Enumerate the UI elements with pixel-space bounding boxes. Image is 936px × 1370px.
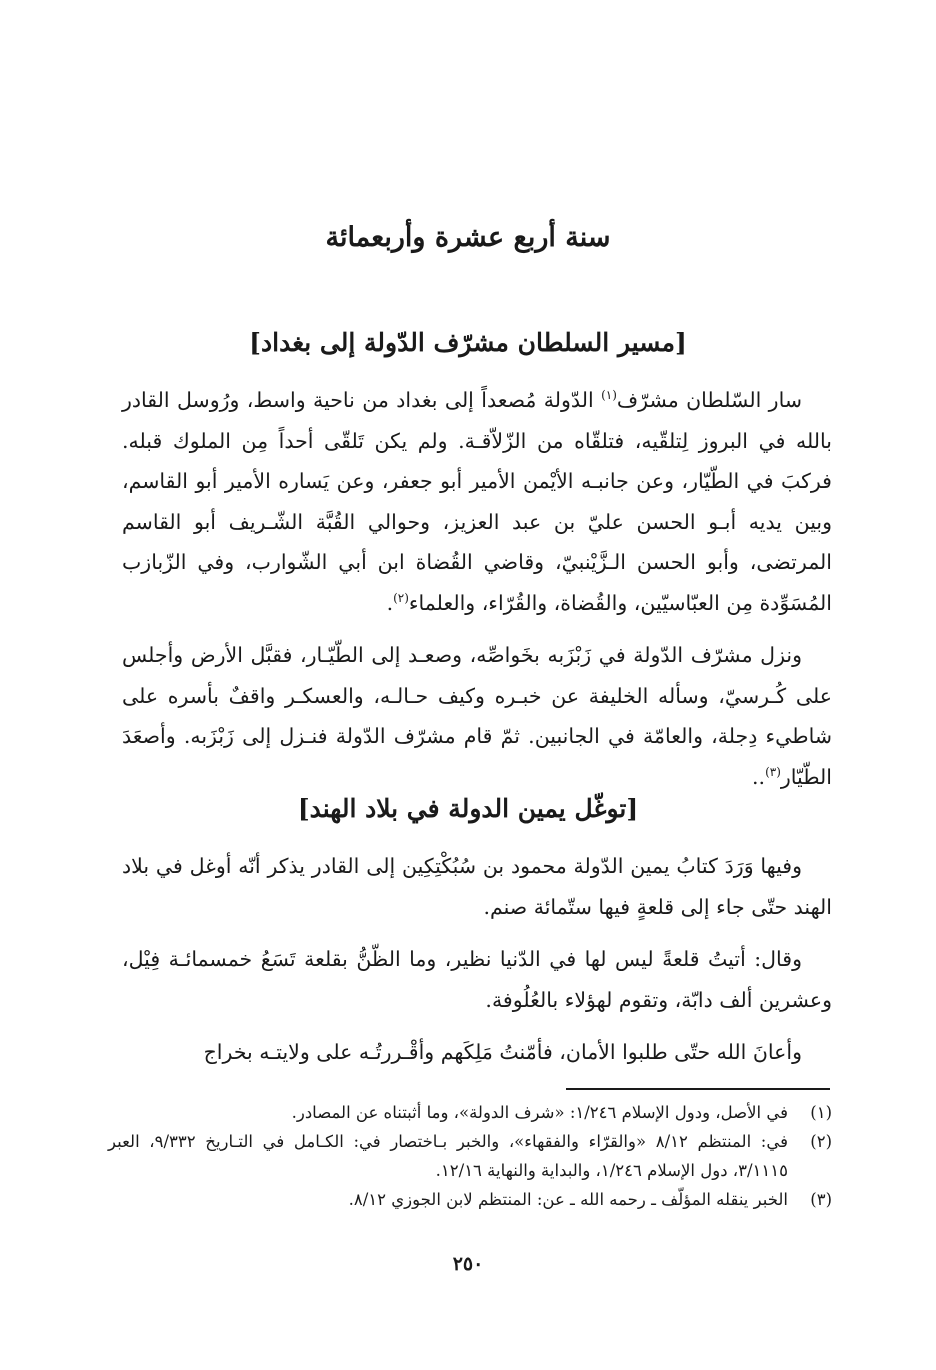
paragraph: سار السّلطان مشرّف$^{(١)}$ الدّولة مُصعداً إلى بغداد من ناحية واسط، ورُوسل القادر بالله في البروز لِتلقّيه، فتلقّاه من الزّلاّقـة. ولم يكن تَلقّى أحداً مِن الملوك قبله. فركبَ في الطّيّار، وعن جانبـه الأيْمن الأمير أبو جعفر، وعن يَساره الأمير أبو القاسم، وبين يديه أبـو الحسن عليّ بن عبد العزيز، وحوالي القُبَّة الشّـريف أبو القاسم المرتضى، وأبو الحسن الـزَّيْنبيّ، وقاضي القُضاة ابن أبي الشّوارب، وفي الزّبازب المُسَوِّدة مِن العبّاسيّين، والقُضاة، والقُرّاء، والعلماء$^{(٢)}$. <box>122 388 832 615</box>
page-number: ٢٥٠ <box>452 1253 484 1275</box>
footnote-number: (٣) <box>810 1190 832 1209</box>
section-body-sultan-march <box>122 380 832 797</box>
paragraph: وأعانَ الله حتّى طلبوا الأمان، فأمّنتُ مَلِكَهم وأقْـررتُـه على ولايتـه بخراج <box>203 1040 802 1064</box>
footnote <box>108 1185 832 1214</box>
paragraph: ونزل مشرّف الدّولة في زَبْزَبه بخَواصِّه، وصعـد إلى الطّيّـار، فقبَّل الأرض وأجلس على كُـرسيّ، وسأله الخليفة عن خبـره وكيف حـالـه، والعسكـر واقفٌ بأسره على شاطيء دِجلة، والعامّة في الجانبين. ثمّ قام مشرّف الدّولة فنـزل إلى زَبْزَبه. وأصعَدَ الطّيّار$^{(٣)}$.. <box>122 643 832 789</box>
footnote-marker: (١) <box>601 388 617 403</box>
paragraph: وقال: أتيتُ قلعةً ليس لها في الدّنيا نظير، وما الظّنُّ بقلعة تَسَعُ خمسمائـة فِيْل، وعشرين ألف دابّة، وتقوم لهؤلاء بالعُلُوفة. <box>122 947 832 1012</box>
footnote-marker: (٢) <box>393 590 409 605</box>
footnote <box>108 1127 832 1185</box>
footnote-marker: (٣) <box>765 764 781 779</box>
footnote <box>108 1098 832 1127</box>
footnote-text: الخبر ينقله المؤلّف ـ رحمه الله ـ عن: المنتظم لابن الجوزي ٨/١٢. <box>348 1190 788 1209</box>
footnote-text: في: المنتظم ٨/١٢ «والقرّاء والفقهاء»، والخبر بـاختصار في: الكـامل في التـاريخ ٩/٣٣٢، العبر ٣/١١١٥، دول الإسلام ١/٢٤٦، والبداية والنهاية ١٢/١٦. <box>108 1132 788 1180</box>
footnote-number: (٢) <box>810 1132 832 1151</box>
footnotes <box>108 1098 832 1214</box>
footnote-divider <box>566 1088 830 1090</box>
footnote-text: في الأصل، ودول الإسلام ١/٢٤٦: «شرف الدولة»، وما أثبتناه عن المصادر. <box>291 1103 788 1122</box>
section-heading-india-campaign: [توغّل يمين الدولة في بلاد الهند] <box>297 794 639 823</box>
year-title: سنة أربع عشرة وأربعمائة <box>325 222 611 253</box>
section-body-india-campaign <box>122 846 832 1073</box>
section-heading-sultan-march: [مسير السلطان مشرّف الدّولة إلى بغداد] <box>249 328 687 357</box>
paragraph: وفيها وَرَدَ كتابُ يمين الدّولة محمود بن سُبُكْتِكِين إلى القادر يذكر أنّه أوغل في بلاد الهند حتّى جاء إلى قلعةٍ فيها ستّمائة صنم. <box>122 854 832 919</box>
footnote-number: (١) <box>810 1103 832 1122</box>
